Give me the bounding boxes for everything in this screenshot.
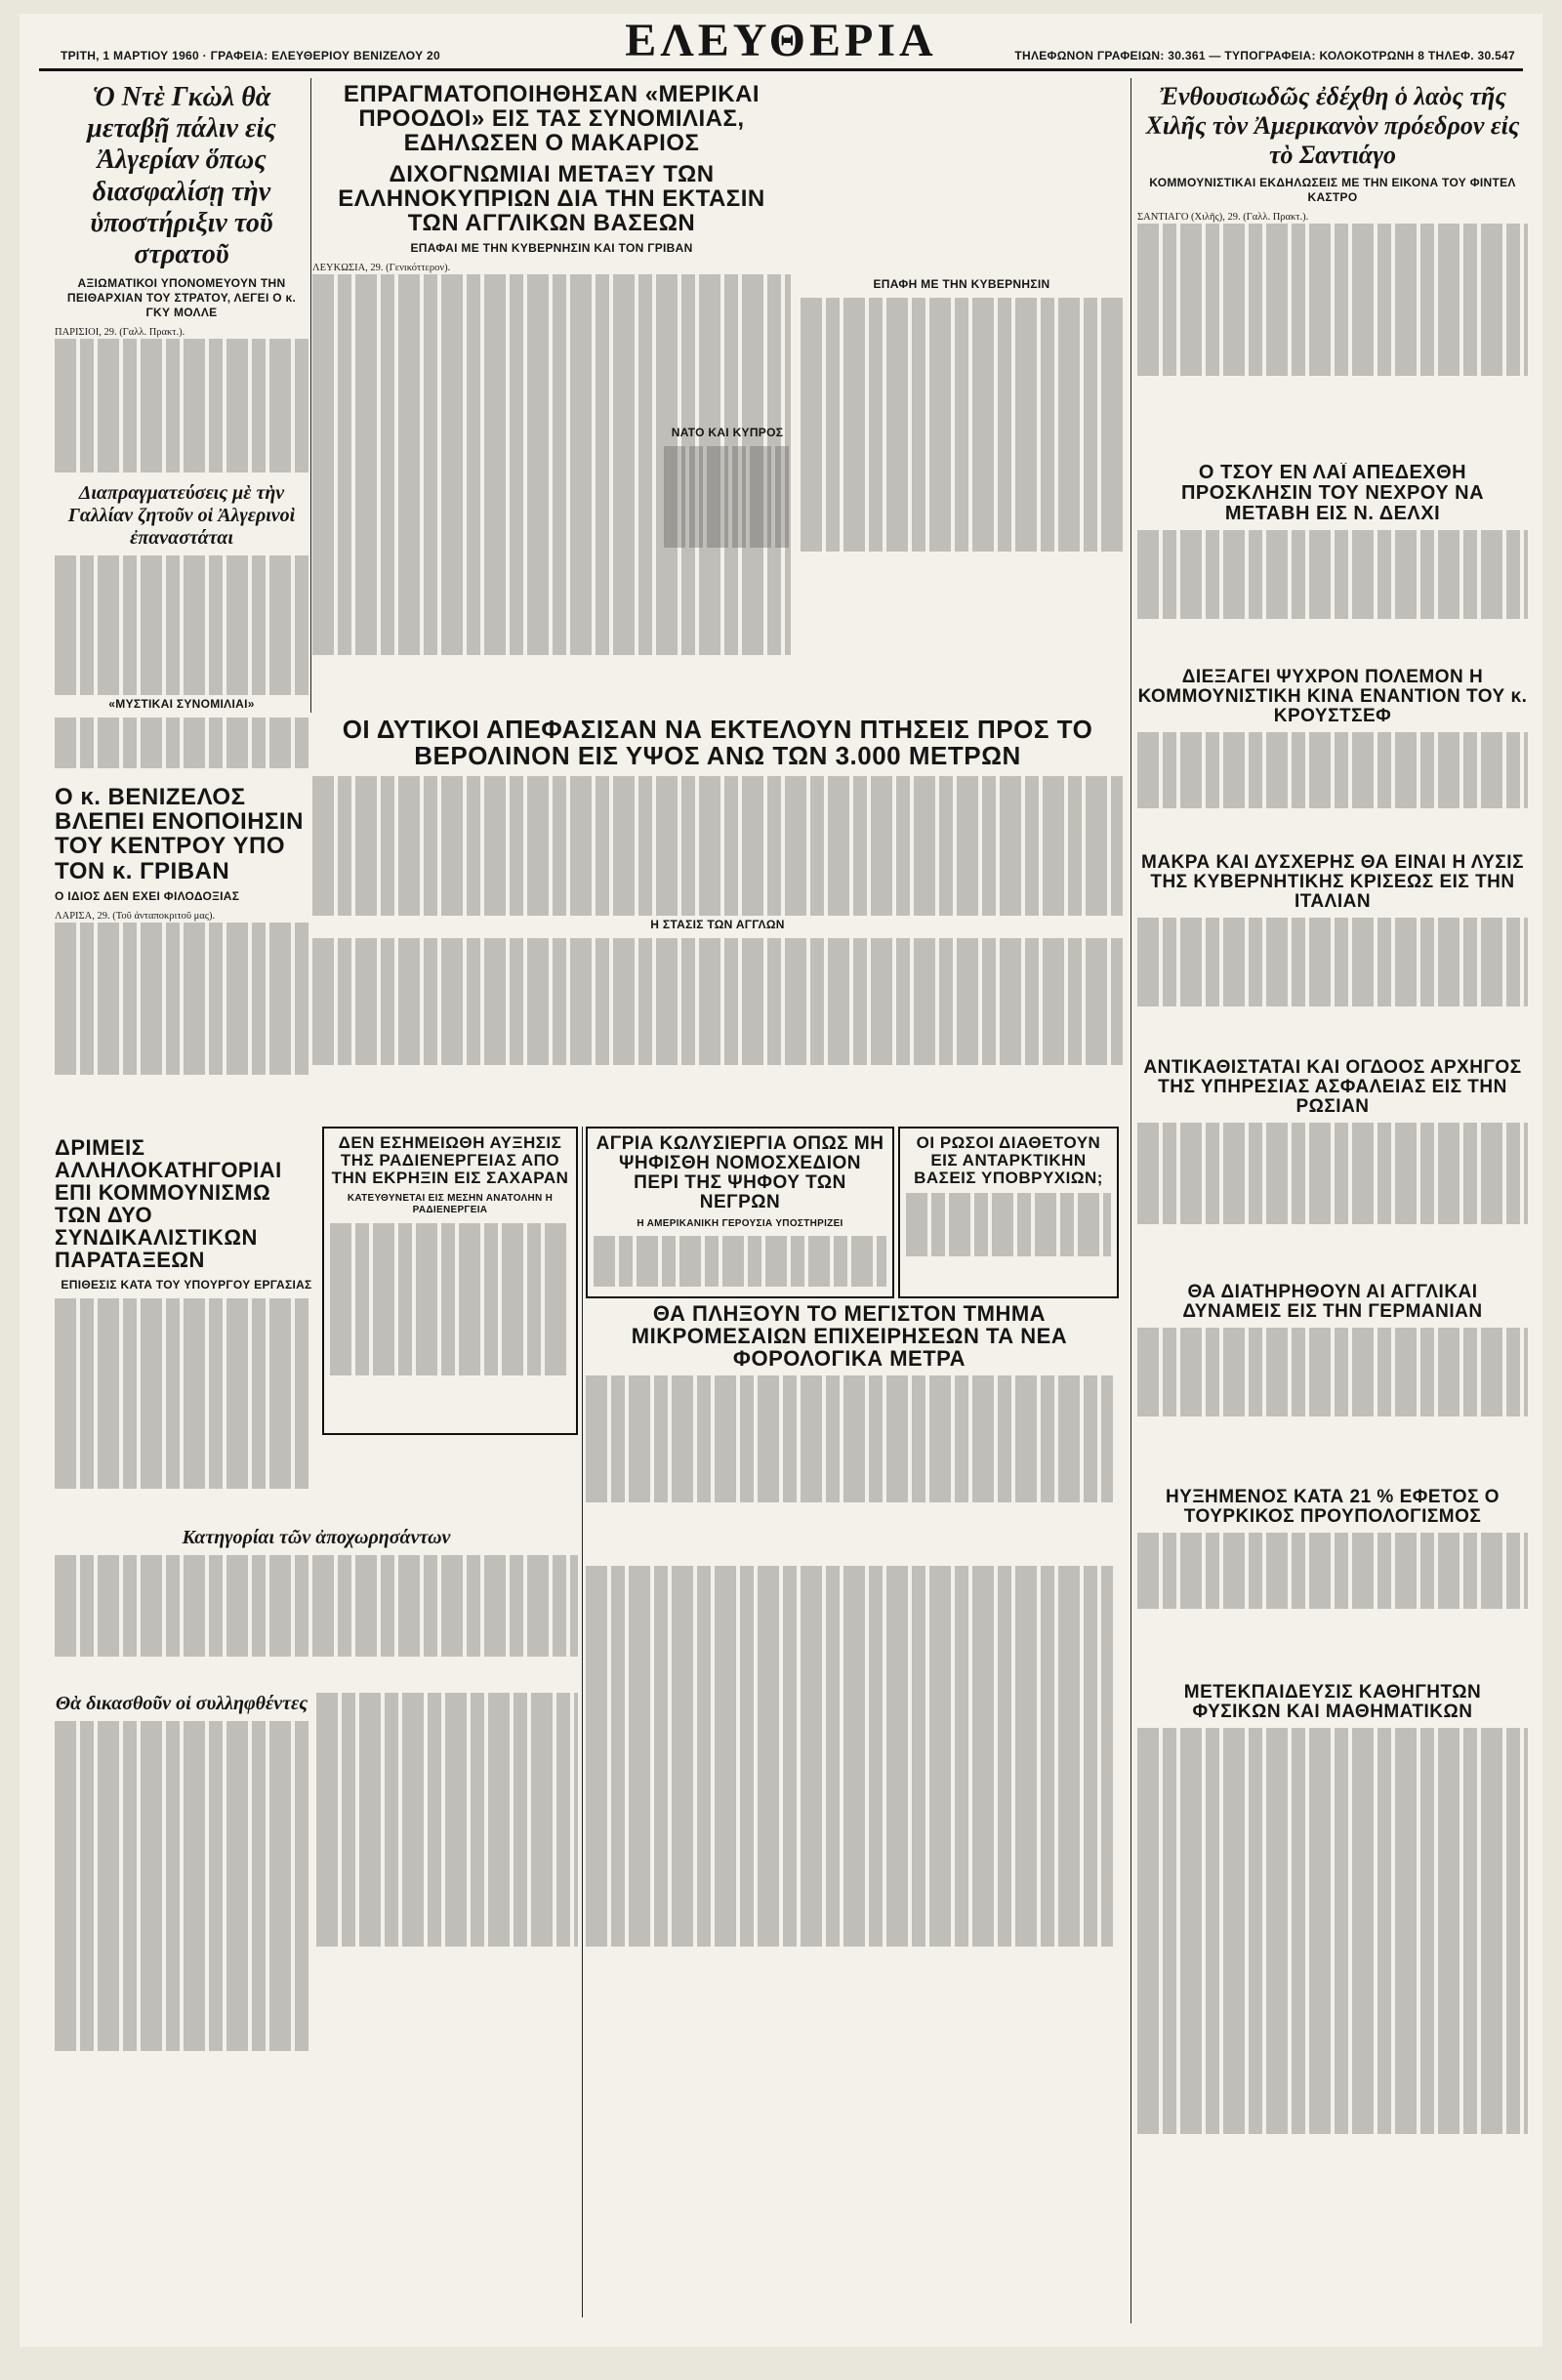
subheadline: ΑΞΙΩΜΑΤΙΚΟΙ ΥΠΟΝΟΜΕΥΟΥΝ ΤΗΝ ΠΕΙΘΑΡΧΙΑΝ ΤΟΥ ΣΤΡΑΤΟΥ, ΛΕΓΕΙ Ο κ. ΓΚΥ ΜΟΛΛΕ bbox=[66, 276, 297, 320]
article-gov-contact bbox=[801, 82, 1123, 707]
article-coldwar bbox=[1137, 668, 1528, 843]
subheadline: ΕΠΑΦΑΙ ΜΕ ΤΗΝ ΚΥΒΕΡΝΗΣΙΝ ΚΑΙ ΤΟΝ ΓΡΙΒΑΝ bbox=[410, 241, 693, 256]
article-detainees bbox=[55, 1693, 308, 2083]
headline: ΔΕΝ ΕΣΗΜΕΙΩΘΗ ΑΥΞΗΣΙΣ ΤΗΣ ΡΑΔΙΕΝΕΡΓΕΙΑΣ ΑΠΟ ΤΗΝ ΕΚΡΗΞΙΝ ΕΙΣ ΣΑΧΑΡΑΝ bbox=[331, 1133, 569, 1187]
masthead-date-address: ΤΡΙΤΗ, 1 ΜΑΡΤΙΟΥ 1960 · ΓΡΑΦΕΙΑ: ΕΛΕΥΘΕΡΙΟΥ ΒΕΝΙΖΕΛΟΥ 20 bbox=[61, 49, 440, 62]
headline: ΑΝΤΙΚΑΘΙΣΤΑΤΑΙ ΚΑΙ ΟΓΔΟΟΣ ΑΡΧΗΓΟΣ ΤΗΣ ΥΠΗΡΕΣΙΑΣ ΑΣΦΑΛΕΙΑΣ ΕΙΣ ΤΗΝ ΡΩΣΙΑΝ bbox=[1143, 1058, 1522, 1117]
headline-secondary: ΔΙΧΟΓΝΩΜΙΑΙ ΜΕΤΑΞΥ ΤΩΝ ΕΛΛΗΝΟΚΥΠΡΙΩΝ ΔΙΑ ΤΗΝ ΕΚΤΑΣΙΝ ΤΩΝ ΑΓΓΛΙΚΩΝ ΒΑΣΕΩΝ bbox=[338, 160, 765, 236]
body-text bbox=[55, 923, 308, 1075]
headline: ΜΑΚΡΑ ΚΑΙ ΔΥΣΧΕΡΗΣ ΘΑ ΕΙΝΑΙ Η ΛΥΣΙΣ ΤΗΣ ΚΥΒΕΡΝΗΤΙΚΗΣ ΚΡΙΣΕΩΣ ΕΙΣ ΤΗΝ ΙΤΑΛΙΑΝ bbox=[1141, 853, 1524, 912]
article-degaulle bbox=[55, 82, 308, 472]
article-germany bbox=[1137, 1283, 1528, 1478]
headline: ΘΑ ΔΙΑΤΗΡΗΘΟΥΝ ΑΙ ΑΓΓΛΙΚΑΙ ΔΥΝΑΜΕΙΣ ΕΙΣ ΤΗΝ ΓΕΡΜΑΝΙΑΝ bbox=[1182, 1283, 1483, 1322]
article-taxes bbox=[586, 1302, 1113, 1556]
article-security bbox=[1137, 1058, 1528, 1273]
article-filibuster bbox=[586, 1127, 894, 1298]
article-nato-cyprus bbox=[664, 424, 791, 697]
headline: ΕΠΑΦΗ ΜΕ ΤΗΝ ΚΥΒΕΡΝΗΣΙΝ bbox=[873, 277, 1050, 291]
headline: ΗΥΞΗΜΕΝΟΣ ΚΑΤΑ 21 % ΕΦΕΤΟΣ Ο ΤΟΥΡΚΙΚΟΣ ΠΡΟΥΠΟΛΟΓΙΣΜΟΣ bbox=[1165, 1488, 1500, 1527]
body-text bbox=[55, 339, 308, 472]
dateline: ΛΕΥΚΩΣΙΑ, 29. (Γενικόττερον). bbox=[312, 263, 451, 274]
headline: ΔΡΙΜΕΙΣ ΑΛΛΗΛΟΚΑΤΗΓΟΡΙΑΙ ΕΠΙ ΚΟΜΜΟΥΝΙΣΜΩ ΤΩΝ ΔΥΟ ΣΥΝΔΙΚΑΛΙΣΤΙΚΩΝ ΠΑΡΑΤΑΞΕΩΝ bbox=[55, 1136, 282, 1273]
newspaper-title: ΕΛΕΥΘΕΡΙΑ bbox=[625, 15, 937, 66]
column-filler-center bbox=[586, 1566, 1113, 2318]
headline: Ο κ. ΒΕΝΙΖΕΛΟΣ ΒΛΕΠΕΙ ΕΝΟΠΟΙΗΣΙΝ ΤΟΥ ΚΕΝΤΡΟΥ ΥΠΟ ΤΟΝ κ. ΓΡΙΒΑΝ bbox=[55, 785, 304, 884]
body-text bbox=[55, 1555, 578, 1657]
headline: Διαπραγματεύσεις μὲ τὴν Γαλλίαν ζητοῦν οἱ Ἀλγερινοὶ ἐπαναστάται bbox=[67, 482, 296, 549]
article-radioactivity bbox=[322, 1127, 578, 1435]
article-teachers bbox=[1137, 1683, 1528, 2318]
headline: Θὰ δικασθοῦν οἱ συλληφθέντες bbox=[55, 1693, 308, 1714]
headline: ΑΓΡΙΑ ΚΩΛΥΣΙΕΡΓΙΑ ΟΠΩΣ ΜΗ ΨΗΦΙΣΘΗ ΝΟΜΟΣΧΕΔΙΟΝ ΠΕΡΙ ΤΗΣ ΨΗΦΟΥ ΤΩΝ ΝΕΓΡΩΝ bbox=[596, 1133, 884, 1212]
body-text bbox=[55, 1298, 308, 1489]
dateline: ΛΑΡΙΣΑ, 29. (Τοῦ ἀνταποκριτοῦ μας). bbox=[55, 910, 216, 922]
dateline: ΠΑΡΙΣΙΟΙ, 29. (Γαλλ. Πρακτ.). bbox=[55, 327, 185, 339]
masthead-phones: ΤΗΛΕΦΩΝΟΝ ΓΡΑΦΕΙΩΝ: 30.361 — ΤΥΠΟΓΡΑΦΕΙΑ: ΚΟΛΟΚΟΤΡΩΝΗ 8 ΤΗΛΕΦ. 30.547 bbox=[1014, 49, 1515, 62]
headline: ΕΠΡΑΓΜΑΤΟΠΟΙΗΘΗΣΑΝ «ΜΕΡΙΚΑΙ ΠΡΟΟΔΟΙ» ΕΙΣ ΤΑΣ ΣΥΝΟΜΙΛΙΑΣ, ΕΔΗΛΩΣΕΝ Ο ΜΑΚΑΡΙΟΣ bbox=[343, 82, 760, 157]
subheadline: Η ΣΤΑΣΙΣ ΤΩΝ ΑΓΓΛΩΝ bbox=[650, 917, 785, 931]
article-italy bbox=[1137, 853, 1528, 1048]
headline: ΝΑΤΟ ΚΑΙ ΚΥΠΡΟΣ bbox=[671, 426, 784, 439]
article-flights bbox=[312, 717, 1123, 1117]
subheadline: «ΜΥΣΤΙΚΑΙ ΣΥΝΟΜΙΛΙΑΙ» bbox=[108, 697, 255, 711]
article-submarines bbox=[898, 1127, 1119, 1298]
newspaper-page bbox=[20, 14, 1542, 2347]
headline: ΟΙ ΔΥΤΙΚΟΙ ΑΠΕΦΑΣΙΣΑΝ ΝΑ ΕΚΤΕΛΟΥΝ ΠΤΗΣΕΙΣ ΠΡΟΣ ΤΟ ΒΕΡΟΛΙΝΟΝ ΕΙΣ ΥΨΟΣ ΑΝΩ ΤΩΝ 3.000 ΜΕΤΡΩΝ bbox=[342, 717, 1093, 771]
masthead bbox=[20, 14, 1542, 68]
headline: ΔΙΕΞΑΓΕΙ ΨΥΧΡΟΝ ΠΟΛΕΜΟΝ Η ΚΟΜΜΟΥΝΙΣΤΙΚΗ ΚΙΝΑ ΕΝΑΝΤΙΟΝ ΤΟΥ κ. ΚΡΟΥΣΤΣΕΦ bbox=[1137, 668, 1528, 726]
column-rule bbox=[310, 78, 311, 713]
headline: ΜΕΤΕΚΠΑΙΔΕΥΣΙΣ ΚΑΘΗΓΗΤΩΝ ΦΥΣΙΚΩΝ ΚΑΙ ΜΑΘΗΜΑΤΙΚΩΝ bbox=[1183, 1683, 1482, 1722]
headline: Κατηγορίαι τῶν ἀποχωρησάντων bbox=[182, 1527, 451, 1548]
column-rule bbox=[1130, 78, 1131, 2323]
column-filler-left bbox=[316, 1693, 578, 2318]
body-text bbox=[312, 776, 1123, 916]
subheadline: ΚΑΤΕΥΘΥΝΕΤΑΙ ΕΙΣ ΜΕΣΗΝ ΑΝΑΤΟΛΗΝ Η ΡΑΔΙΕΝΕΡΓΕΙΑ bbox=[347, 1192, 554, 1216]
article-tsou bbox=[1137, 463, 1528, 658]
article-chile bbox=[1137, 82, 1528, 453]
headline: Ὁ Ντὲ Γκὼλ θὰ μεταβῇ πάλιν εἰς Ἀλγερίαν ὅπως διασφαλίσῃ τὴν ὑποστήριξιν τοῦ στρατοῦ bbox=[87, 82, 276, 269]
headline: ΘΑ ΠΛΗΞΟΥΝ ΤΟ ΜΕΓΙΣΤΟΝ ΤΜΗΜΑ ΜΙΚΡΟΜΕΣΑΙΩΝ ΕΠΙΧΕΙΡΗΣΕΩΝ ΤΑ ΝΕΑ ΦΟΡΟΛΟΓΙΚΑ ΜΕΤΡΑ bbox=[631, 1302, 1068, 1372]
masthead-rule bbox=[39, 68, 1523, 71]
column-rule bbox=[582, 1127, 583, 2318]
subheadline: Ο ΙΔΙΟΣ ΔΕΝ ΕΧΕΙ ΦΙΛΟΔΟΞΙΑΣ bbox=[55, 888, 240, 903]
headline: ΟΙ ΡΩΣΟΙ ΔΙΑΘΕΤΟΥΝ ΕΙΣ ΑΝΤΑΡΚΤΙΚΗΝ ΒΑΣΕΙΣ ΥΠΟΒΡΥΧΙΩΝ; bbox=[914, 1133, 1103, 1187]
body-text bbox=[55, 1721, 308, 2051]
subheadline: ΚΟΜΜΟΥΝΙΣΤΙΚΑΙ ΕΚΔΗΛΩΣΕΙΣ ΜΕ ΤΗΝ ΕΙΚΟΝΑ ΤΟΥ ΦΙΝΤΕΛ ΚΑΣΤΡΟ bbox=[1149, 175, 1516, 204]
subheadline: ΕΠΙΘΕΣΙΣ ΚΑΤΑ ΤΟΥ ΥΠΟΥΡΓΟΥ ΕΡΓΑΣΙΑΣ bbox=[61, 1277, 312, 1292]
article-resignation bbox=[55, 1527, 578, 1683]
article-turkey bbox=[1137, 1488, 1528, 1673]
dateline: ΣΑΝΤΙΑΓΟ (Χιλῆς), 29. (Γαλλ. Πρακτ.). bbox=[1137, 211, 1309, 223]
body-text bbox=[55, 555, 308, 695]
article-negotiations bbox=[55, 482, 308, 775]
headline: Ἐνθουσιωδῶς ἐδέχθη ὁ λαὸς τῆς Χιλῆς τὸν Ἀμερικανὸν πρόεδρον εἰς τὸ Σαντιάγο bbox=[1145, 82, 1520, 169]
headline: Ο ΤΣΟΥ ΕΝ ΛΑΪ ΑΠΕΔΕΧΘΗ ΠΡΟΣΚΛΗΣΙΝ ΤΟΥ ΝΕΧΡΟΥ ΝΑ ΜΕΤΑΒΗ ΕΙΣ Ν. ΔΕΛΧΙ bbox=[1180, 463, 1485, 524]
subheadline: Η ΑΜΕΡΙΚΑΝΙΚΗ ΓΕΡΟΥΣΙΑ ΥΠΟΣΤΗΡΙΖΕΙ bbox=[637, 1217, 843, 1229]
